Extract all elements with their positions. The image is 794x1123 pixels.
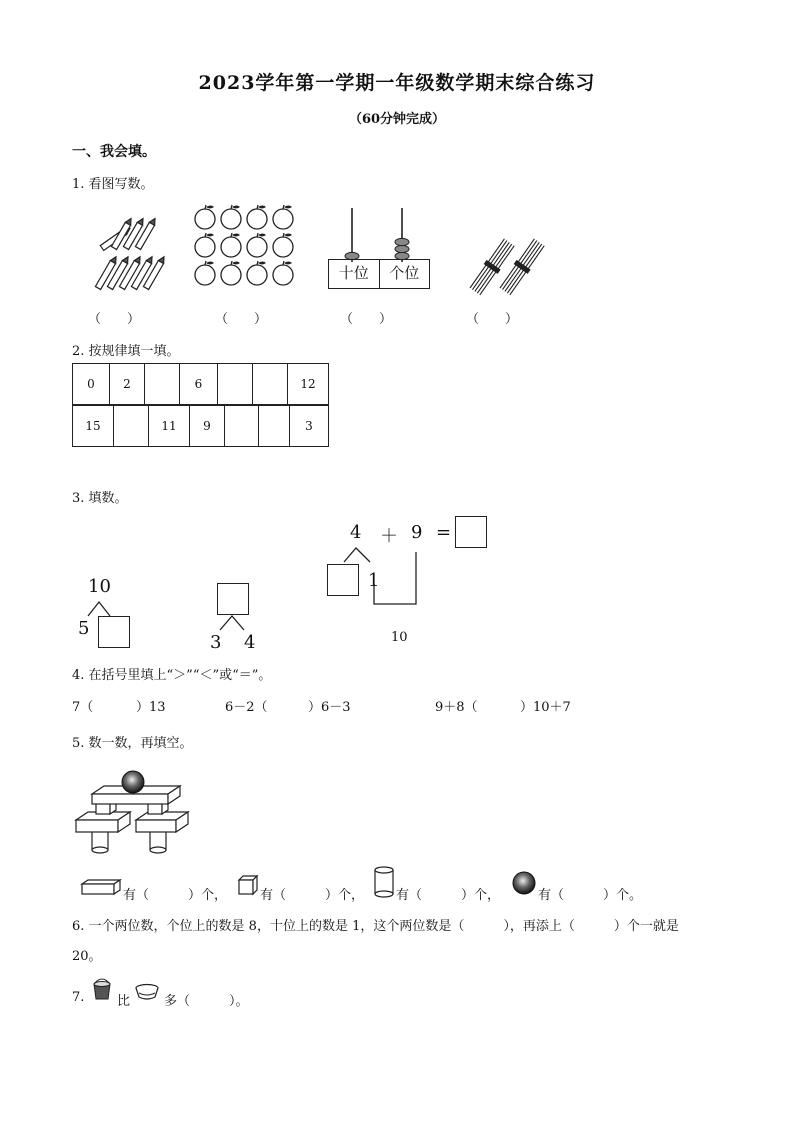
q3b-right: 4 [244, 632, 256, 653]
q4-item-1-right: ）13 [136, 700, 166, 715]
bucket-icon [91, 978, 113, 1002]
seq1-cell: 12 [288, 364, 329, 405]
seq2-cell: 11 [149, 406, 190, 447]
q3c-left: 4 [350, 522, 362, 543]
abacus-tens-label: 十位 [329, 260, 380, 288]
section-heading: 一、我会填。 [72, 144, 156, 160]
q2-label: 2. 按规律填一填。 [72, 344, 180, 359]
q5-label: 5. 数一数，再填空。 [72, 736, 193, 751]
apples-icon [193, 205, 301, 291]
abacus-icon [328, 208, 430, 264]
q4-item-3-left: 9＋8（ [435, 700, 478, 715]
q7-duo[interactable]: 多（ ）。 [164, 994, 249, 1009]
seq2-cell: 9 [190, 406, 225, 447]
q4-item-2-left: 6－2（ [225, 700, 268, 715]
seq1-cell[interactable] [145, 364, 180, 405]
q4-item-1-left: 7（ [72, 700, 94, 715]
seq2-cell[interactable] [225, 406, 259, 447]
bowl-icon [134, 983, 160, 1001]
seq2-cell[interactable] [259, 406, 290, 447]
seq1-cell: 6 [180, 364, 218, 405]
abacus-base [328, 259, 430, 289]
q4-label: 4. 在括号里填上“＞”“＜”或“＝”。 [72, 668, 272, 683]
q4-item-2-right: ）6－3 [308, 700, 351, 715]
sphere-icon [511, 870, 537, 896]
q3c-op: ＋ [380, 526, 398, 547]
abacus-ones-label: 个位 [389, 264, 420, 282]
q5-cylinder-count[interactable]: 有（ ）个， [396, 888, 501, 903]
q3b-left: 3 [210, 632, 222, 653]
cuboid-icon [80, 878, 122, 896]
q3a-left: 5 [78, 618, 90, 639]
q3c-answer-box[interactable] [455, 516, 487, 548]
q3b-branch [218, 614, 248, 632]
seq2-cell[interactable] [114, 406, 149, 447]
q1-label: 1. 看图写数。 [72, 177, 154, 192]
q3a-top: 10 [88, 576, 111, 597]
q3c-right: 9 [411, 522, 423, 543]
sequence-table-1 [72, 363, 329, 405]
q7-number: 7. [72, 990, 85, 1005]
q5-sphere-count[interactable]: 有（ ）个。 [538, 888, 643, 903]
seq1-cell: 2 [110, 364, 145, 405]
seq2-cell: 15 [73, 406, 114, 447]
q6-line-1: 6. 一个两位数，个位上的数是 8，十位上的数是 1，这个两位数是（ ），再添上（ ）个一就是 [72, 919, 679, 934]
q3a-answer-box[interactable] [98, 616, 130, 648]
q1-answer-1[interactable]: （ ） [88, 312, 141, 327]
q1-answer-2[interactable]: （ ） [215, 312, 268, 327]
seq1-cell: 0 [73, 364, 110, 405]
q3c-sum: 10 [391, 630, 408, 645]
pencils-icon [92, 218, 162, 290]
cube-icon [237, 874, 259, 896]
q6-line-2: 20。 [72, 949, 102, 964]
q7-bi: 比 [117, 994, 131, 1009]
q3c-split-box[interactable] [327, 564, 359, 596]
cylinder-icon [373, 866, 395, 898]
q1-answer-4[interactable]: （ ） [466, 312, 519, 327]
seq2-cell: 3 [290, 406, 329, 447]
q3c-eq: = [436, 522, 452, 543]
q1-answer-3[interactable]: （ ） [340, 312, 393, 327]
q3c-split: 1 [368, 570, 380, 591]
page-subtitle: （60分钟完成） [348, 112, 446, 127]
seq1-cell[interactable] [218, 364, 253, 405]
solids-structure-icon [74, 770, 190, 854]
q3b-answer-box[interactable] [217, 583, 249, 615]
q4-item-3-right: ）10＋7 [520, 700, 571, 715]
sequence-table-2 [72, 405, 329, 447]
page-title: 2023学年第一学期一年级数学期末综合练习 [198, 72, 596, 94]
q5-cuboid-count[interactable]: 有（ ）个， [123, 888, 228, 903]
sticks-icon [466, 234, 544, 290]
q5-cube-count[interactable]: 有（ ）个， [260, 888, 365, 903]
seq1-cell[interactable] [253, 364, 288, 405]
q3-label: 3. 填数。 [72, 491, 128, 506]
